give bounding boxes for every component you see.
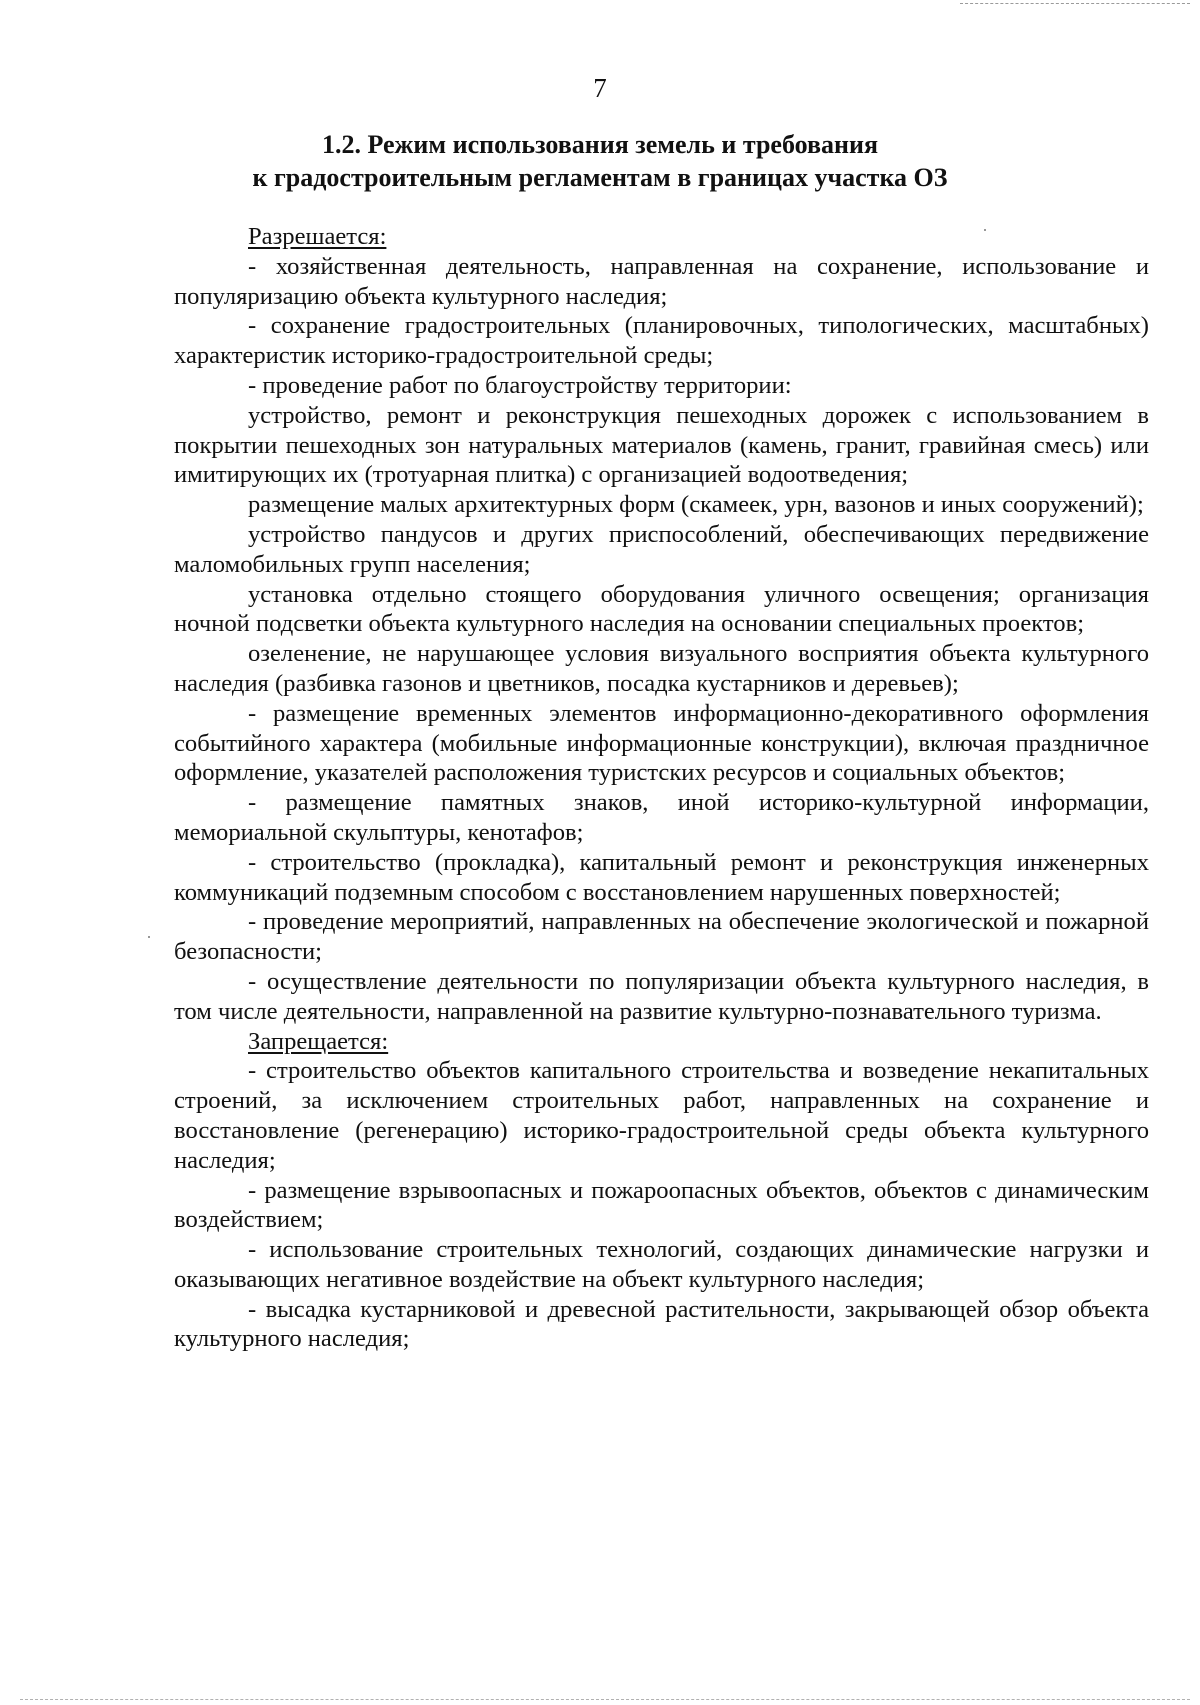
heading-line-1: 1.2. Режим использования земель и требования [321,130,879,159]
allowed-item: - осуществление деятельности по популяризации объекта культурного наследия, в том числе деятельности, направленной на развитие культурно-познавательного туризма. [174,967,1149,1025]
allowed-item: - проведение работ по благоустройству территории: [248,371,792,399]
heading-line-2: к градостроительным регламентам в границах участка ОЗ [252,163,948,192]
allowed-item: - размещение временных элементов информационно-декоративного оформления событийного характера (мобильные информационные конструкции), включая праздничное оформление, указателей расположения туристских ресурсов и социальных объектов; [174,699,1149,787]
forbidden-label: Запрещается: [248,1027,389,1055]
allowed-item: - строительство (прокладка), капитальный ремонт и реконструкция инженерных коммуникаций подземным способом с восстановлением нарушенных поверхностей; [174,848,1149,906]
page-number: 7 [593,73,607,103]
forbidden-item: - размещение взрывоопасных и пожароопасных объектов, объектов с динамическим воздействием; [174,1176,1149,1234]
document-body [174,222,1149,1354]
scan-speck [148,936,150,938]
allowed-item: устройство пандусов и других приспособлений, обеспечивающих передвижение маломобильных групп населения; [174,520,1149,578]
allowed-item: установка отдельно стоящего оборудования уличного освещения; организация ночной подсветки объекта культурного наследия на основании специальных проектов; [174,580,1149,638]
scan-edge-top [960,3,1190,4]
scan-speck [984,229,986,231]
section-heading [120,128,1080,194]
forbidden-item: - использование строительных технологий, создающих динамические нагрузки и оказывающих негативное воздействие на объект культурного наследия; [174,1236,1149,1293]
allowed-item: размещение малых архитектурных форм (скамеек, урн, вазонов и иных сооружений); [248,491,1144,519]
forbidden-item: - высадка кустарниковой и древесной растительности, закрывающей обзор объекта культурного наследия; [174,1295,1149,1353]
scan-edge-bottom [20,1699,1190,1700]
allowed-item: озеленение, не нарушающее условия визуального восприятия объекта культурного наследия (разбивка газонов и цветников, посадка кустарников и деревьев); [174,640,1149,697]
allowed-item: - сохранение градостроительных (планировочных, типологических, масштабных) характеристик историко-градостроительной среды; [174,312,1149,370]
allowed-label: Разрешается: [248,223,387,250]
allowed-item: устройство, ремонт и реконструкция пешеходных дорожек с использованием в покрытии пешеходных зон натуральных материалов (камень, гранит, гравийная смесь) или имитирующих их (тротуарная плитка) с организацией водоотведения; [174,401,1149,489]
allowed-item: - проведение мероприятий, направленных на обеспечение экологической и пожарной безопасности; [174,908,1149,966]
allowed-item: - хозяйственная деятельность, направленная на сохранение, использование и популяризацию объекта культурного наследия; [174,252,1149,310]
allowed-item: - размещение памятных знаков, иной историко-культурной информации, мемориальной скульптуры, кенотафов; [174,789,1149,846]
forbidden-item: - строительство объектов капитального строительства и возведение некапитальных строений, за исключением строительных работ, направленных на сохранение и восстановление (регенерацию) историко-градостроительной среды объекта культурного наследия; [174,1057,1149,1174]
